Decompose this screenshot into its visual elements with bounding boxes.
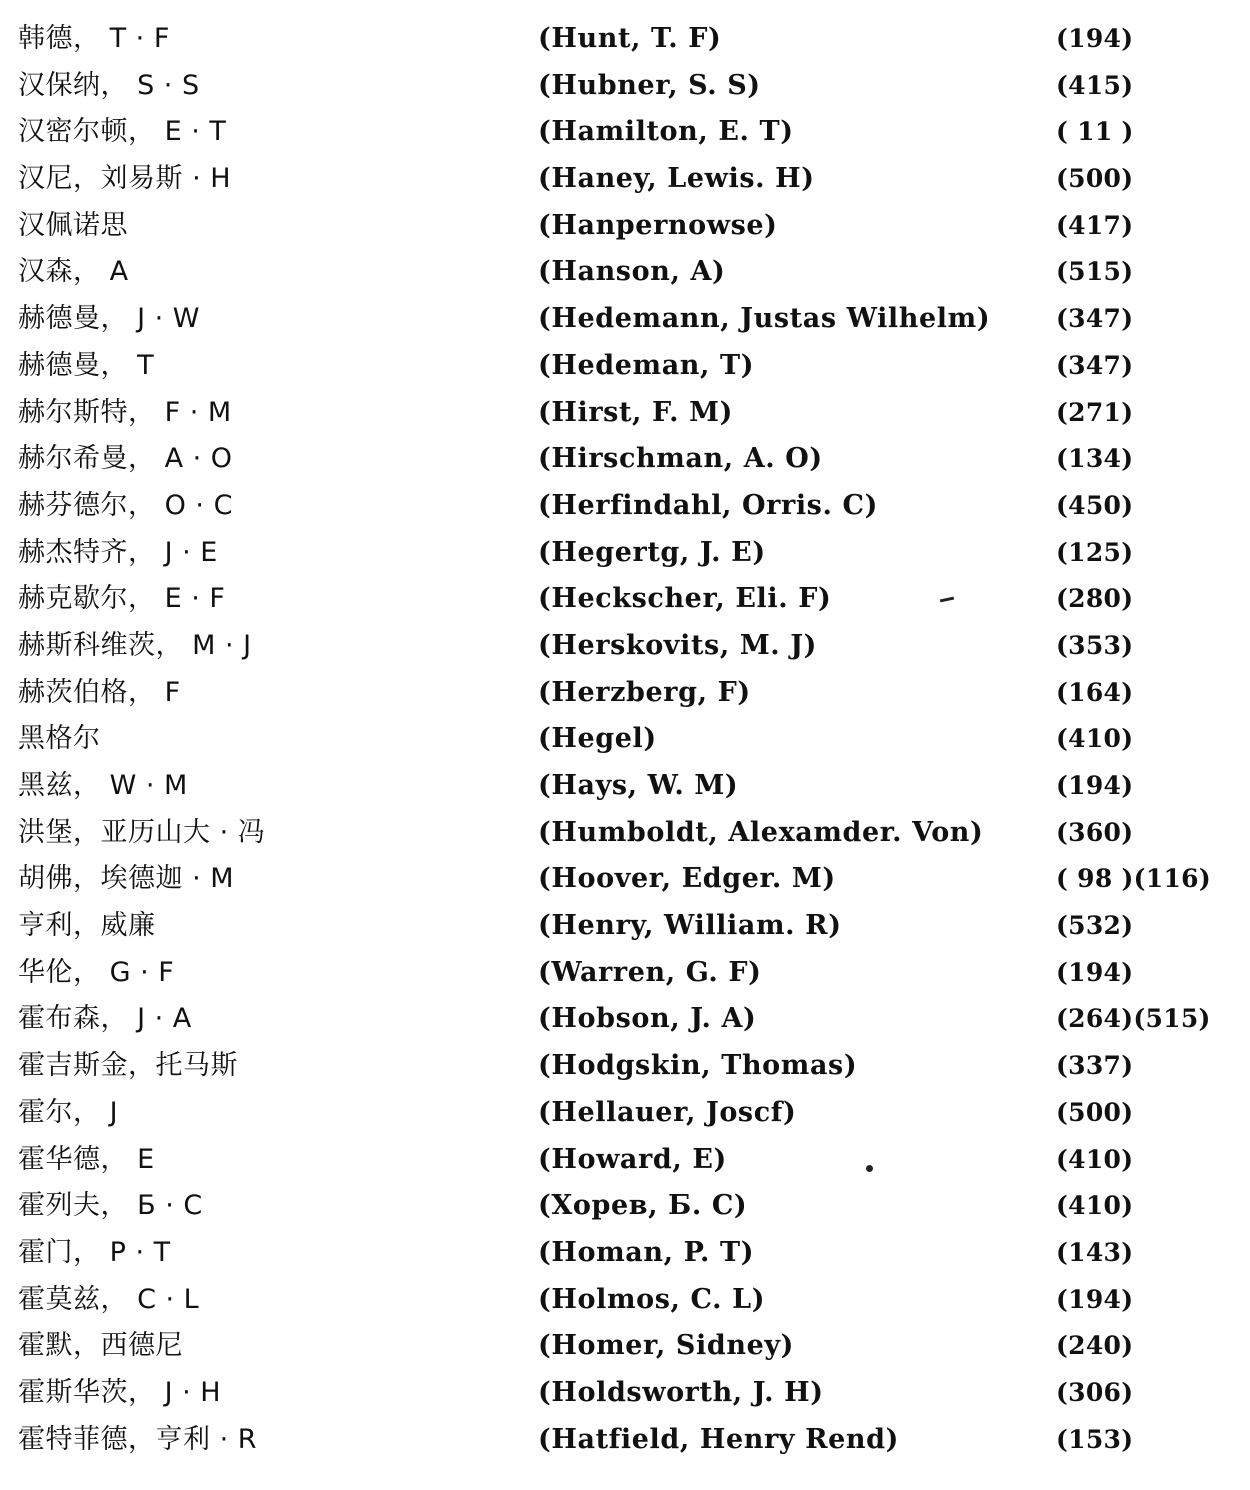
index-entry [0, 63, 1250, 110]
index-entry [0, 1323, 1250, 1370]
index-entry [0, 249, 1250, 296]
page-reference: (347) [1056, 304, 1134, 334]
chinese-name: 韩德， T · F [18, 23, 170, 54]
page-reference: (271) [1056, 397, 1134, 427]
chinese-name: 赫斯科维茨， M · J [18, 629, 252, 661]
page-reference: (532) [1056, 911, 1134, 941]
page-reference: (515) [1056, 257, 1134, 287]
page-reference: (194) [1056, 771, 1134, 800]
original-name: (Hoover, Edger. M) [538, 863, 836, 895]
page-reference: (164) [1056, 677, 1134, 707]
index-entry [0, 109, 1250, 156]
chinese-name: 汉保纳， S · S [18, 69, 200, 101]
original-name: (Holdsworth, J. H) [538, 1376, 824, 1408]
original-name: (Warren, G. F) [538, 956, 762, 988]
original-name: (Hedeman, T) [538, 349, 755, 381]
page-reference: (134) [1056, 444, 1134, 474]
chinese-name: 霍默，西德尼 [18, 1330, 183, 1362]
original-name: (Henry, William. R) [538, 910, 842, 942]
chinese-name: 霍华德， E [18, 1143, 155, 1175]
chinese-name: 黑兹， W · M [18, 770, 188, 801]
page-reference: (360) [1056, 817, 1134, 847]
chinese-name: 霍门， P · T [18, 1236, 171, 1268]
page-reference: (306) [1056, 1377, 1134, 1407]
chinese-name: 汉森， A [18, 256, 129, 288]
chinese-name: 赫德曼， T [18, 349, 155, 381]
original-name: (Hubner, S. S) [538, 69, 761, 101]
index-entry [0, 203, 1250, 250]
page-reference: (450) [1056, 490, 1134, 520]
page-reference: (125) [1056, 537, 1134, 567]
original-name: (Holmos, C. L) [538, 1283, 766, 1315]
index-entry [0, 856, 1250, 903]
index-entry [0, 950, 1250, 997]
chinese-name: 汉密尔顿， E · T [18, 116, 227, 148]
chinese-name: 赫德曼， J · W [18, 303, 200, 335]
chinese-name: 赫芬德尔， O · C [18, 489, 233, 521]
index-entry [0, 1137, 1250, 1184]
page-reference: (264)(515) [1056, 1004, 1211, 1034]
chinese-name: 霍莫兹， C · L [18, 1283, 200, 1315]
chinese-name: 赫克歇尔， E · F [18, 583, 226, 615]
chinese-name: 霍特菲德，亨利 · R [18, 1423, 258, 1455]
index-entry [0, 903, 1250, 950]
page-reference: ( 98 )(116) [1056, 864, 1211, 894]
chinese-name: 赫尔斯特， F · M [18, 396, 232, 428]
index-entry [0, 1417, 1250, 1464]
chinese-name: 霍布森， J · A [18, 1003, 192, 1035]
original-name: (Hegel) [538, 723, 657, 755]
original-name: (Homer, Sidney) [538, 1330, 795, 1362]
index-entry [0, 530, 1250, 577]
original-name: (Humboldt, Alexamder. Von) [538, 816, 984, 848]
index-entry [0, 390, 1250, 437]
original-name: (Hellauer, Joscf) [538, 1096, 797, 1128]
chinese-name: 汉佩诺思 [18, 209, 128, 241]
page-reference: (500) [1056, 1097, 1134, 1127]
page-reference: (347) [1056, 350, 1134, 380]
original-name: (Hirst, F. M) [538, 396, 733, 428]
chinese-name: 霍吉斯金，托马斯 [18, 1050, 238, 1082]
scan-speck [866, 1165, 873, 1172]
index-entry [0, 296, 1250, 343]
page-reference: (337) [1056, 1051, 1134, 1081]
original-name: (Hanson, A) [538, 256, 726, 288]
page-reference: (194) [1056, 24, 1134, 53]
original-name: (Hedemann, Justas Wilhelm) [538, 303, 991, 335]
page-reference: (353) [1056, 630, 1134, 660]
original-name: (Hunt, T. F) [538, 23, 722, 54]
original-name: (Howard, E) [538, 1143, 727, 1175]
index-entry [0, 483, 1250, 530]
chinese-name: 霍尔， J [18, 1096, 119, 1128]
page-reference: (410) [1056, 1191, 1134, 1221]
original-name: (Homan, P. T) [538, 1236, 755, 1268]
index-entry [0, 343, 1250, 390]
index-entry [0, 623, 1250, 670]
chinese-name: 洪堡，亚历山大 · 冯 [18, 816, 266, 848]
index-entry [0, 156, 1250, 203]
original-name: (Hodgskin, Thomas) [538, 1050, 858, 1082]
name-index-list [0, 16, 1250, 1463]
page-reference: (240) [1056, 1331, 1134, 1361]
page-reference: ( 11 ) [1056, 117, 1134, 147]
chinese-name: 亨利，威廉 [18, 910, 156, 942]
index-entry [0, 436, 1250, 483]
index-entry [0, 1183, 1250, 1230]
page-reference: (410) [1056, 724, 1134, 754]
original-name: (Hays, W. M) [538, 770, 739, 801]
original-name: (Hatfield, Henry Rend) [538, 1423, 899, 1455]
original-name: (Hamilton, E. T) [538, 116, 794, 148]
original-name: (Hegertg, J. E) [538, 536, 766, 568]
chinese-name: 霍斯华茨， J · H [18, 1376, 222, 1408]
original-name: (Herskovits, M. J) [538, 629, 818, 661]
chinese-name: 华伦， G · F [18, 956, 175, 988]
original-name: (Hirschman, A. O) [538, 443, 823, 475]
original-name: (Hobson, J. A) [538, 1003, 757, 1035]
original-name: (Herfindahl, Orris. C) [538, 489, 878, 521]
index-entry [0, 716, 1250, 763]
chinese-name: 汉尼，刘易斯 · H [18, 163, 232, 195]
chinese-name: 赫茨伯格， F [18, 676, 181, 708]
chinese-name: 赫杰特齐， J · E [18, 536, 218, 568]
index-entry [0, 810, 1250, 857]
page-reference: (280) [1056, 584, 1134, 614]
index-entry [0, 16, 1250, 63]
index-entry [0, 763, 1250, 810]
index-entry [0, 1370, 1250, 1417]
original-name: (Hanpernowse) [538, 209, 778, 241]
chinese-name: 赫尔希曼， A · O [18, 443, 233, 475]
page-reference: (153) [1056, 1424, 1134, 1454]
page-reference: (415) [1056, 70, 1134, 100]
index-entry [0, 996, 1250, 1043]
original-name: (Haney, Lewis. H) [538, 163, 815, 195]
page-reference: (194) [1056, 1284, 1134, 1314]
index-entry [0, 1090, 1250, 1137]
original-name: (Heckscher, Eli. F) [538, 583, 832, 615]
page-reference: (194) [1056, 957, 1134, 987]
chinese-name: 霍列夫， Б · C [18, 1190, 203, 1222]
page-reference: (500) [1056, 164, 1134, 194]
page-reference: (143) [1056, 1237, 1134, 1267]
original-name: (Хорев, Б. С) [538, 1190, 748, 1222]
page-reference: (410) [1056, 1144, 1134, 1174]
index-entry [0, 1043, 1250, 1090]
index-entry [0, 1277, 1250, 1324]
index-entry [0, 576, 1250, 623]
index-entry [0, 670, 1250, 717]
original-name: (Herzberg, F) [538, 676, 751, 708]
chinese-name: 胡佛，埃德迦 · M [18, 863, 235, 895]
chinese-name: 黑格尔 [18, 723, 101, 755]
page-reference: (417) [1056, 210, 1134, 240]
index-entry [0, 1230, 1250, 1277]
